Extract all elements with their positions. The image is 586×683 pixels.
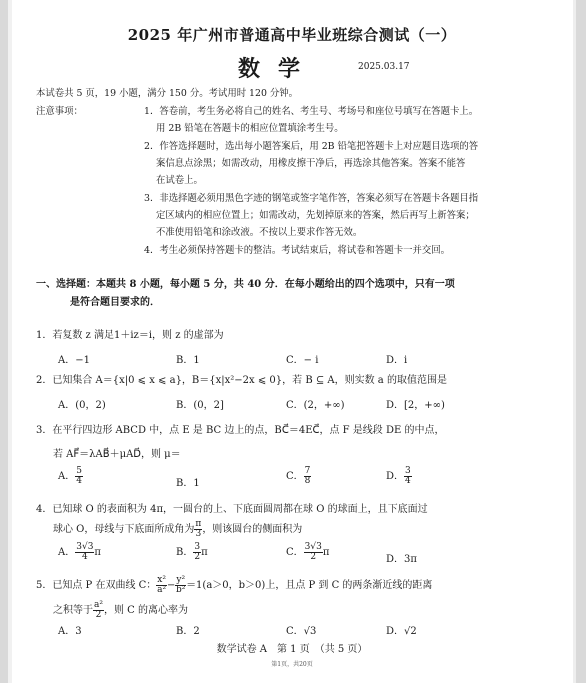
q2-option-d: D．[2，+∞)	[386, 400, 445, 411]
q3-option-d: D． $\frac{3}{4}$	[386, 466, 411, 486]
q4-option-a: A． $\frac{3√3}{4}$ π	[58, 542, 101, 562]
exam-page	[8, 0, 576, 683]
page-edge	[573, 0, 576, 683]
notice-line-2: 用 2B 铅笔在答题卡的相应位置填涂考生号。	[156, 123, 344, 134]
page-fold	[8, 0, 12, 683]
q3-stem-line-1: 3．在平行四边形 ABCD 中，点 E 是 BC 边上的点，BC⃗＝4EC⃗，点 F 是线段 DE 的中点，	[36, 425, 445, 436]
q5-option-c: C．√3	[286, 626, 317, 637]
q2-option-b: B．(0，2]	[176, 400, 224, 411]
q1-option-d: D．i	[386, 355, 408, 366]
q5-option-b: B．2	[176, 626, 200, 637]
notice-line-5: 在试卷上。	[156, 175, 203, 186]
subject-title: 数学	[238, 56, 319, 82]
q1-option-c: C．− i	[286, 355, 319, 366]
q1-option-b: B．1	[176, 355, 200, 366]
q4-option-b: B． $\frac{3}{2}$ π	[176, 542, 208, 562]
notice-line-1: 1．答卷前，考生务必将自己的姓名、考生号、考场号和座位号填写在答题卡上。	[144, 106, 479, 117]
page-footer: 数学试卷 A 第 1 页 （共 5 页）	[216, 644, 368, 655]
q5-stem-line-1: 5．已知点 P 在双曲线 C： $\frac{\text{x²}}{\text{a²}}$ − $\frac{\text{y²}}{\text{b²}}$ ＝1(a＞0，b＞0)上，且点 P 到 C 的两条渐近线的距离	[36, 575, 433, 595]
q4-stem-line-2: 球心 O，母线与下底面所成角为 $\frac{\pi}{3}$ ，则该圆台的侧面积为	[53, 519, 303, 539]
notice-line-6: 3．非选择题必须用黑色字迹的钢笔或签字笔作答，答案必须写在答题卡各题目指	[144, 193, 479, 204]
page-counter: 第1页，共20页	[271, 661, 313, 668]
q5-option-a: A．3	[58, 626, 82, 637]
q1-stem: 1．若复数 z 满足1＋iz＝i，则 z 的虚部为	[36, 330, 224, 341]
section-heading-line-1: 一、选择题：本题共 8 小题，每小题 5 分，共 40 分．在每小题给出的四个选项中，只有一项	[36, 279, 455, 290]
q4-option-c: C． $\frac{3√3}{2}$ π	[286, 542, 330, 562]
q4-stem-line-1: 4．已知球 O 的表面积为 4π，一圆台的上、下底面圆周都在球 O 的球面上，且下底面过	[36, 504, 428, 515]
q3-option-a: A． $\frac{5}{4}$	[58, 466, 82, 486]
q4-option-d: D．3π	[386, 554, 417, 565]
notice-label: 注意事项：	[36, 106, 83, 117]
exam-date: 2025.03.17	[358, 62, 410, 72]
q3-option-b: B．1	[176, 478, 200, 489]
section-heading-line-2: 是符合题目要求的．	[70, 297, 160, 308]
q2-option-a: A．(0，2)	[58, 400, 106, 411]
q3-stem-line-2: 若 AF⃗＝λAB⃗＋μAD⃗，则 μ＝	[53, 449, 181, 460]
q5-stem-line-2: 之积等于 $\frac{\text{a²}}{2}$ ，则 C 的离心率为	[53, 600, 188, 620]
q2-stem: 2．已知集合 A＝{x|0 ⩽ x ⩽ a}，B＝{x|x²−2x ⩽ 0}，若 B ⊆ A，则实数 a 的取值范围是	[36, 375, 447, 386]
q5-option-d: D．√2	[386, 626, 417, 637]
notice-line-4: 案信息点涂黑；如需改动，用橡皮擦干净后，再选涂其他答案。答案不能答	[156, 158, 466, 169]
intro-line: 本试卷共 5 页，19 小题，满分 150 分。考试用时 120 分钟。	[36, 88, 299, 99]
q2-option-c: C．(2，+∞)	[286, 400, 345, 411]
notice-line-9: 4．考生必须保持答题卡的整洁。考试结束后，将试卷和答题卡一并交回。	[144, 245, 450, 256]
q1-option-a: A．−1	[58, 355, 90, 366]
exam-title: 2025 年广州市普通高中毕业班综合测试（一）	[127, 26, 457, 44]
notice-line-8: 不准使用铅笔和涂改液。不按以上要求作答无效。	[156, 227, 363, 238]
q3-option-c: C． $\frac{7}{8}$	[286, 466, 311, 486]
notice-line-7: 定区域内的相应位置上；如需改动，先划掉原来的答案，然后再写上新答案；	[156, 210, 475, 221]
notice-line-3: 2．作答选择题时，选出每小题答案后，用 2B 铅笔把答题卡上对应题目选项的答	[144, 141, 479, 152]
